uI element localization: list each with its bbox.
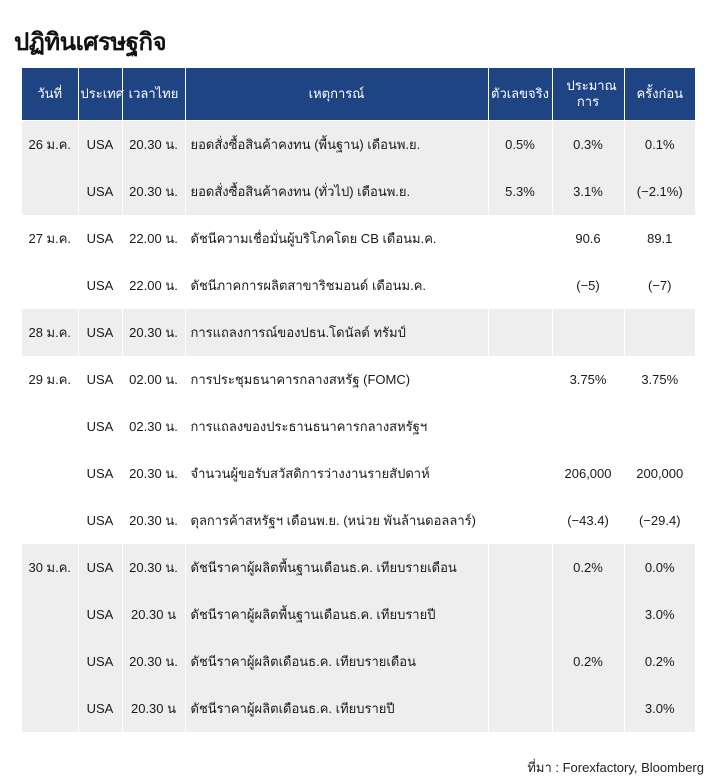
cell-time: 20.30 น. [122,450,185,497]
cell-date: 29 ม.ค. [28,372,72,387]
cell-previous: 0.0% [624,544,695,591]
cell-country: USA [78,356,122,403]
cell-event: ดัชนีภาคการผลิตสาขาริชมอนด์ เดือนม.ค. [185,262,488,309]
cell-time: 20.30 น. [122,121,185,169]
cell-date [22,591,78,638]
cell-date [22,638,78,685]
cell-date: 26 ม.ค. [22,121,78,169]
cell-forecast: 206,000 [552,450,624,497]
cell-actual [488,497,552,544]
cell-country: USA [78,309,122,356]
header-date: วันที่ [22,68,78,121]
cell-country: USA [78,497,122,544]
cell-actual [488,450,552,497]
header-event: เหตุการณ์ [185,68,488,121]
cell-forecast [552,309,624,356]
cell-date [22,168,78,215]
cell-event: ยอดสั่งซื้อสินค้าคงทน (ทั่วไป) เดือนพ.ย. [185,168,488,215]
cell-forecast: 0.2% [552,638,624,685]
cell-forecast: 0.3% [552,121,624,169]
cell-date [22,403,78,450]
cell-actual [488,403,552,450]
cell-event: ดัชนีราคาผู้ผลิตเดือนธ.ค. เทียบรายเดือน [185,638,488,685]
cell-date [22,497,78,544]
table-row [22,121,695,169]
table-row [22,544,695,591]
cell-time: 20.30 น [122,591,185,638]
table-header-row [22,68,695,121]
cell-actual [488,356,552,403]
cell-forecast [552,403,624,450]
cell-forecast: (−43.4) [552,497,624,544]
cell-previous [624,309,695,356]
cell-previous: (−7) [624,262,695,309]
cell-event: ดัชนีราคาผู้ผลิตพื้นฐานเดือนธ.ค. เทียบรายเดือน [185,544,488,591]
cell-actual: 5.3% [488,168,552,215]
cell-previous: (−29.4) [624,497,695,544]
cell-previous: 3.0% [624,685,695,732]
cell-date: 30 ม.ค. [22,544,78,591]
cell-forecast: 3.75% [552,356,624,403]
cell-forecast: 3.1% [552,168,624,215]
cell-previous [624,403,695,450]
source-note: ที่มา : Forexfactory, Bloomberg [527,760,704,775]
cell-actual [488,215,552,262]
cell-date [22,685,78,732]
cell-forecast: 90.6 [552,215,624,262]
cell-time: 20.30 น. [122,309,185,356]
table-row [22,591,695,638]
header-time: เวลาไทย [122,68,185,121]
cell-time: 20.30 น. [122,168,185,215]
cell-country: USA [78,121,122,169]
cell-country: USA [78,544,122,591]
cell-actual [488,262,552,309]
cell-previous: 0.1% [624,121,695,169]
cell-event: ยอดสั่งซื้อสินค้าคงทน (พื้นฐาน) เดือนพ.ย. [185,121,488,169]
cell-time: 20.30 น. [122,638,185,685]
cell-country: USA [78,403,122,450]
cell-forecast [552,685,624,732]
table-row [22,215,695,262]
cell-actual [488,638,552,685]
header-actual: ตัวเลขจริง [488,68,552,121]
cell-time: 22.00 น. [122,262,185,309]
table-row [22,309,695,356]
cell-country: USA [78,262,122,309]
cell-actual: 0.5% [488,121,552,169]
cell-forecast: 0.2% [552,544,624,591]
cell-previous: 200,000 [624,450,695,497]
cell-previous: 0.2% [624,638,695,685]
cell-time: 02.00 น. [122,356,185,403]
table-row [22,497,695,544]
cell-forecast: (−5) [552,262,624,309]
cell-event: ดัชนีความเชื่อมั่นผู้บริโภคโดย CB เดือนม.ค. [185,215,488,262]
cell-time: 22.00 น. [122,215,185,262]
table-row [22,168,695,215]
cell-actual [488,544,552,591]
cell-actual [488,309,552,356]
cell-date: 27 ม.ค. [28,231,72,246]
cell-event: จำนวนผู้ขอรับสวัสดิการว่างงานรายสัปดาห์ [185,450,488,497]
cell-forecast [552,591,624,638]
table-row [22,638,695,685]
cell-date [22,450,78,497]
cell-event: ดุลการค้าสหรัฐฯ เดือนพ.ย. (หน่วย พันล้านดอลลาร์) [185,497,488,544]
cell-event: การแถลงการณ์ของปธน.โดนัลด์ ทรัมป์ [185,309,488,356]
cell-actual [488,685,552,732]
cell-previous: 3.0% [624,591,695,638]
cell-date [22,262,78,309]
header-previous: ครั้งก่อน [624,68,695,121]
cell-country: USA [78,591,122,638]
cell-event: ดัชนีราคาผู้ผลิตเดือนธ.ค. เทียบรายปี [185,685,488,732]
table-row [22,262,695,309]
cell-time: 20.30 น. [122,544,185,591]
cell-previous: 3.75% [624,356,695,403]
cell-previous: (−2.1%) [624,168,695,215]
cell-country: USA [78,215,122,262]
cell-event: การแถลงของประธานธนาคารกลางสหรัฐฯ [185,403,488,450]
cell-actual [488,591,552,638]
cell-event: ดัชนีราคาผู้ผลิตพื้นฐานเดือนธ.ค. เทียบรายปี [185,591,488,638]
economic-calendar-table [22,68,695,732]
cell-country: USA [78,168,122,215]
table-row [22,356,695,403]
cell-previous: 89.1 [624,215,695,262]
cell-date: 28 ม.ค. [22,309,78,356]
page-title: ปฏิทินเศรษฐกิจ [14,29,167,56]
cell-time: 20.30 น. [122,497,185,544]
header-country: ประเทศ [78,68,122,121]
cell-country: USA [78,450,122,497]
cell-time: 20.30 น [122,685,185,732]
table-row [22,685,695,732]
table-row [22,450,695,497]
table-row [22,403,695,450]
cell-country: USA [78,638,122,685]
cell-event: การประชุมธนาคารกลางสหรัฐ (FOMC) [185,356,488,403]
header-forecast: ประมาณการ [552,68,624,121]
cell-country: USA [78,685,122,732]
cell-time: 02.30 น. [122,403,185,450]
